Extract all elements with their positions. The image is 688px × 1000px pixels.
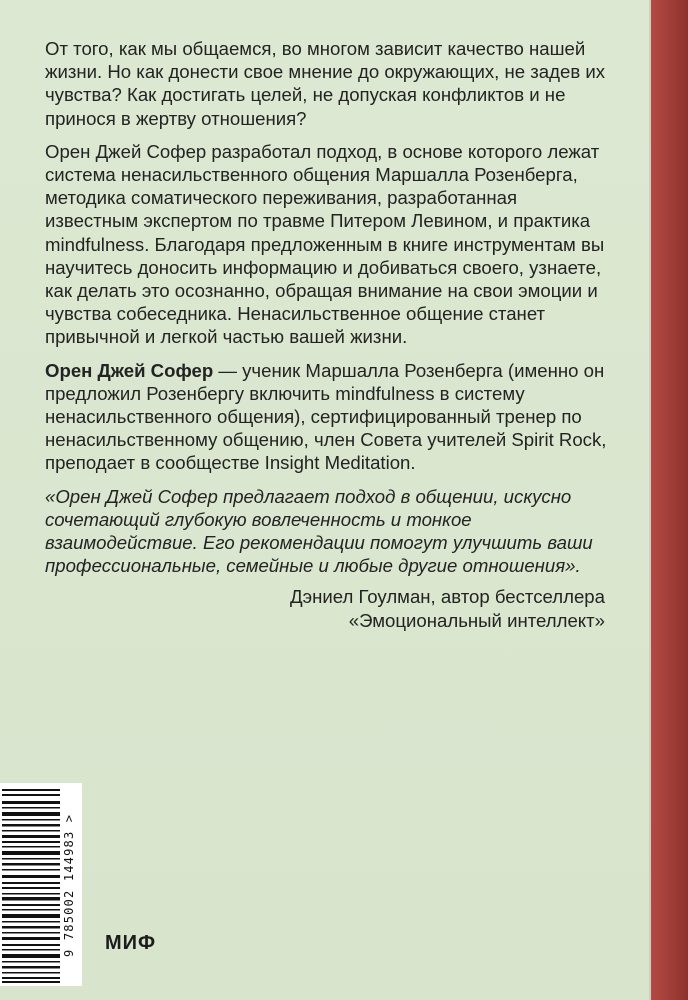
isbn-digits: 9 785002 144983 > <box>62 813 76 957</box>
attribution-line-1: Дэниел Гоулман, автор бестселлера <box>290 586 605 608</box>
barcode-bars <box>2 789 60 983</box>
review-quote: «Орен Джей Софер предлагает подход в общении, искусно сочетающий глубокую вовлеченность и тонкое взаимодействие. Его рекомендации помогут улучшить ваши профессиональные, семейные и любые другие отношения». <box>45 485 593 577</box>
author-bio <box>45 359 615 475</box>
author-name: Орен Джей Софер <box>45 359 214 381</box>
attribution-line-2: «Эмоциональный интеллект» <box>348 609 605 631</box>
quote-attribution <box>45 585 615 631</box>
description-paragraph-1: От того, как мы общаемся, во многом зависит качество нашей жизни. Но как донести свое мнение до окружающих, не задев их чувства? Как достигать целей, не допуская конфликтов и не принося в жертву отношения? <box>45 38 606 129</box>
publisher-logo: МИФ <box>105 932 157 954</box>
description-paragraph-2: Орен Джей Софер разработал подход, в основе которого лежат система ненасильственного общения Маршалла Розенберга, методика соматического переживания, разработанная известным экспертом по травме Питером Левином, и практика mindfulness. Благодаря предложенным в книге инструментам вы научитесь доносить информацию и добиваться своего, узнаете, как делать это осознанно, обращая внимание на свои эмоции и чувства собеседника. Ненасильственное общение станет привычной и легкой частью вашей жизни. <box>45 140 605 348</box>
cover-text <box>45 37 615 632</box>
book-spine <box>651 0 688 1000</box>
isbn-barcode <box>0 783 82 986</box>
author-bio-text: — ученик Маршалла Розенберга (именно он предложил Розенбергу включить mindfulness в систему ненасильственного общения), сертифицированный тренер по ненасильственному общению, член Совета учителей Spirit Rock, преподает в сообществе Insight Meditation. <box>45 359 607 474</box>
